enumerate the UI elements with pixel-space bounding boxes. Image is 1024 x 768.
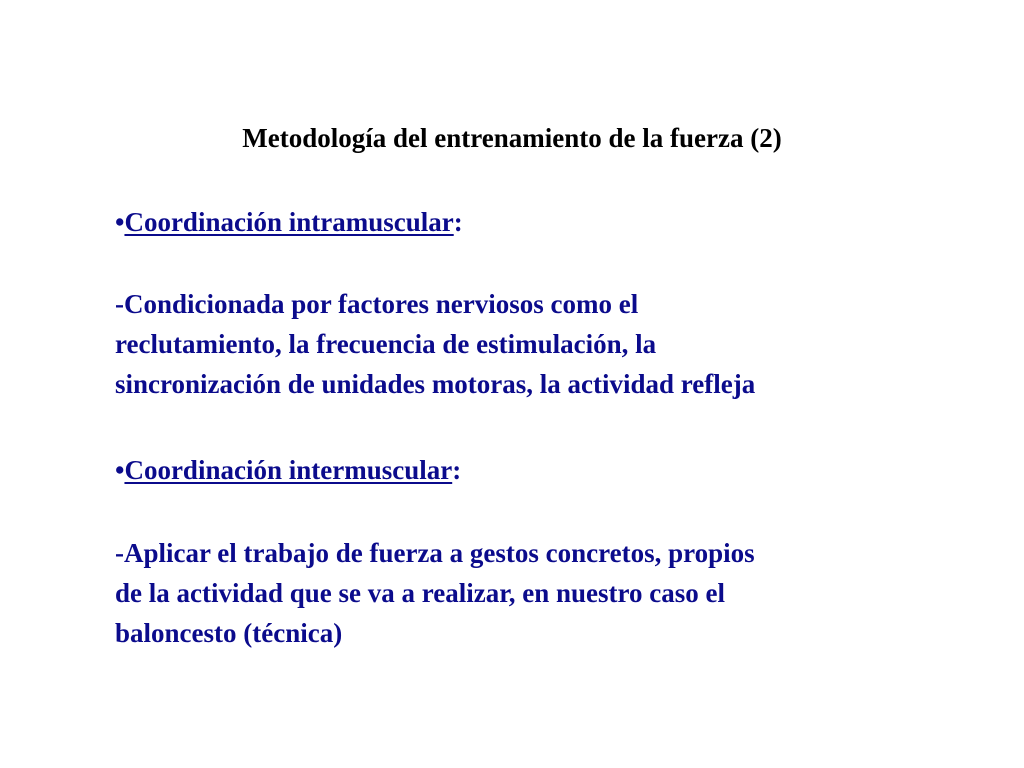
section-2-body-line: de la actividad que se va a realizar, en nuestro caso el — [115, 578, 725, 608]
section-2-colon: : — [452, 455, 462, 485]
section-2-heading: Coordinación intermuscular — [124, 455, 453, 485]
section-1-body-line: -Condicionada por factores nerviosos como el — [115, 289, 639, 319]
section-2-body-line: -Aplicar el trabajo de fuerza a gestos concretos, propios — [115, 538, 755, 568]
section-2-heading-line — [115, 450, 975, 490]
slide-title: Metodología del entrenamiento de la fuerza (2) — [242, 123, 782, 153]
section-1-body-line: reclutamiento, la frecuencia de estimulación, la — [115, 329, 657, 359]
section-1-body — [115, 284, 975, 404]
section-1-colon: : — [453, 207, 463, 237]
section-1-heading-line — [115, 202, 975, 242]
bullet-icon: • — [115, 207, 125, 237]
section-1-body-line: sincronización de unidades motoras, la actividad refleja — [115, 369, 756, 399]
section-1-heading: Coordinación intramuscular — [124, 207, 454, 237]
section-2-body-line: baloncesto (técnica) — [115, 618, 343, 648]
section-2-body — [115, 533, 975, 653]
bullet-icon: • — [115, 455, 125, 485]
